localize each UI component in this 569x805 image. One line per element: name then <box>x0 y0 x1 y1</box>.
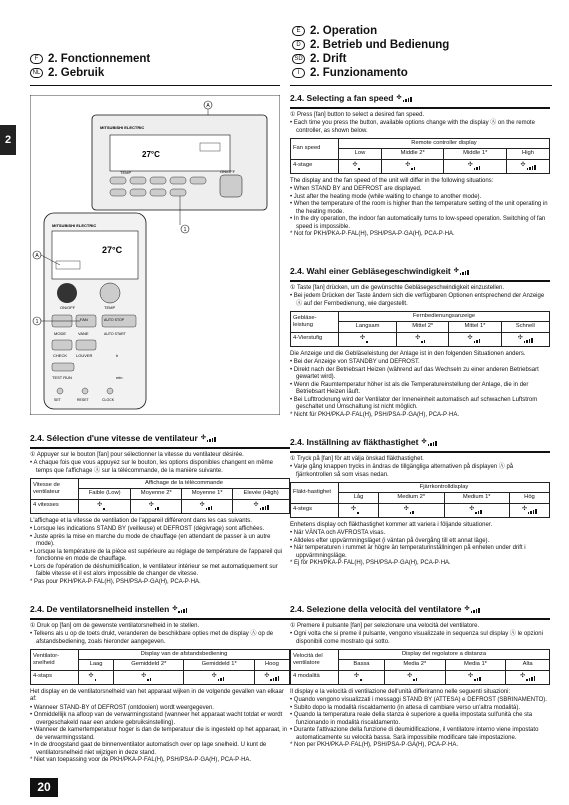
header-title: 2. Drift <box>310 53 347 65</box>
fan-speed-icon: ✣ <box>201 435 216 443</box>
speed-column-header: Schnell <box>501 322 549 332</box>
instruction-line: ① Druk op [fan] om de gewenste ventilatorsnelheid in te stellen. <box>30 622 200 629</box>
remote-autostop-label: AUTO STOP <box>104 318 125 322</box>
fan-speed-icon: ✣ <box>454 268 469 276</box>
model-note: * Niet van toepassing voor de PKH/PKA-P·FAL(H), PSH/PSA-P·GA(H), PCA-P·HA. <box>30 757 252 764</box>
speed-column-header: Medium 1* <box>444 493 509 503</box>
chapter-tab: 2 <box>0 125 16 155</box>
fan-speed-icon: ✣ <box>521 162 536 170</box>
remote-brand-label: MITSUBISHI ELECTRIC <box>52 223 97 228</box>
column-label: Fan speed <box>291 139 339 159</box>
section-nl <box>30 604 290 766</box>
speed-cell <box>381 159 444 173</box>
section-title: 2.4. Inställning av fläkthastighet ✣ <box>290 437 550 448</box>
remote-fan-label: FAN <box>80 317 88 322</box>
fan-speed-table <box>290 311 550 346</box>
language-code: D <box>292 40 305 50</box>
speed-column-header: Gemiddeld 1* <box>184 660 254 670</box>
fan-speed-icon: ✣ <box>518 335 533 343</box>
speed-cell <box>445 670 506 684</box>
table-heading: Remote controller display <box>339 139 550 149</box>
wired-brand-label: MITSUBISHI ELECTRIC <box>100 125 145 130</box>
fan-speed-icon: ✣ <box>352 162 367 170</box>
section-rule <box>290 451 550 453</box>
remote-mode-label: MODE <box>54 331 66 336</box>
situation-bullet: • Bei der Anzeige von STANDBY und DEFROST. <box>290 359 550 367</box>
fan-speed-icon: ✣ <box>89 673 104 681</box>
remote-set-label: SET <box>54 398 61 402</box>
speed-column-header: Middle 1* <box>444 149 507 159</box>
table-heading: Fernbedienungsanzeige <box>339 312 550 322</box>
fan-speed-icon: ✣ <box>468 673 483 681</box>
section-de <box>290 266 550 420</box>
instruction-bullet: • Telkens als u op de toets drukt, veranderen de beschikbare opties met de display Ⓐ op de afstandsbediening, zoals hieronder aangegeven. <box>30 631 290 646</box>
speed-column-header: Mittel 2* <box>397 322 449 332</box>
situation-bullet: • Onmiddellijk na afloop van de verwarmingsstand (wanneer het apparaat wacht totdat er wordt overgeschakeld naar een andere gebruiksinstelling). <box>30 712 290 727</box>
remote-min-label: min <box>116 375 123 380</box>
speed-cell <box>131 499 182 513</box>
speed-column-header: Laag <box>79 660 114 670</box>
section-fr <box>30 433 290 587</box>
speed-cell <box>79 499 131 513</box>
section-title: 2.4. Selecting a fan speed ✣ <box>290 93 550 104</box>
situation-bullet: • Just after the heating mode (while waiting to change to another mode). <box>290 194 550 202</box>
speed-column-header: Moyenne 1* <box>182 489 233 499</box>
fan-speed-icon: ✣ <box>467 335 482 343</box>
column-label: Velocità del ventilatore <box>291 650 339 670</box>
situation-bullet: • Subito dopo la modalità riscaldamento (in attesa di cambiare verso un'altra modalità). <box>290 705 550 713</box>
fan-speed-icon: ✣ <box>351 506 366 514</box>
wired-display <box>110 135 230 171</box>
situation-intro: Het display en de ventilatorsnelheid van het apparaat wijken in de volgende gevallen van elkaar af: <box>30 688 284 703</box>
instruction-bullet: • Ogni volta che si preme il pulsante, vengono visualizzate in sequenza sul display Ⓐ le opzioni disponibili come mostrato qui sotto. <box>290 631 550 646</box>
instruction-line: ① Press [fan] button to select a desired fan speed. <box>290 111 425 118</box>
speed-column-header: Moyenne 2* <box>131 489 182 499</box>
table-heading: Display del regolatore a distanza <box>339 650 550 660</box>
speed-cell <box>506 670 550 684</box>
remote-display-temp: 27°C <box>102 245 123 255</box>
remote-louver-label: LOUVER <box>76 353 93 358</box>
section-it <box>290 604 550 751</box>
wired-temp-label: TEMP <box>120 170 132 175</box>
situation-bullet: • Direkt nach der Betriebsart Heizen (während auf das Wechseln zu einer anderen Betriebsart gewartet wird). <box>290 367 550 382</box>
header-it <box>292 66 408 80</box>
situation-bullet: • Alldeles efter uppvärmningsläget (i väntan på övergång till ett annat läge). <box>290 538 550 546</box>
fan-speed-icon: ✣ <box>172 606 187 614</box>
fan-speed-icon: ✣ <box>469 506 484 514</box>
header-title: 2. Funzionamento <box>310 67 408 79</box>
table-heading: Fjärrkontrolldisplay <box>339 483 550 493</box>
speed-column-header: Elevée (High) <box>233 489 290 499</box>
situation-intro: Il display e la velocità di ventilazione dell'unità differiranno nelle seguenti situazioni: <box>290 688 511 695</box>
model-note: * Non per PKH/PKA-P·FAL(H), PSH/PSA-P·GA(H), PCA-P·HA. <box>290 742 459 749</box>
speed-cell <box>449 332 501 346</box>
speed-column-header: Hoog <box>254 660 289 670</box>
speed-cell <box>339 332 397 346</box>
situation-bullet: • När VÄNTA och AVFROSTA visas. <box>290 530 550 538</box>
row-label: 4 vitesses <box>31 499 79 513</box>
remote-controller-illustration <box>30 95 280 415</box>
fan-speed-icon: ✣ <box>407 673 422 681</box>
header-nl <box>30 66 104 80</box>
fan-speed-icon: ✣ <box>360 335 375 343</box>
fan-speed-icon: ✣ <box>520 673 535 681</box>
column-label: Ventilator-snelheid <box>31 650 79 670</box>
instruction-bullet: • A chaque fois que vous appuyez sur le bouton, les options disponibles changent en même temps que l'affichage Ⓐ sur la télécommande, de la manière suivante. <box>30 460 290 475</box>
fan-speed-icon: ✣ <box>149 502 164 510</box>
situation-bullet: • Wanneer de kamertemperatuur hoger is dan de temperatuur die is ingesteld op het apparaat, in de verwarmingsstand. <box>30 727 290 742</box>
situation-bullet: • Durante l'attivazione della funzione di deumidificazione, il ventilatore interno viene impostato automaticamente su velocità bassa. Sarà impossibile modificare tale impostazione. <box>290 727 550 742</box>
situation-bullet: • När temperaturen i rummet är högre än temperaturinställningen på enheten under drift i uppvärmningsläge. <box>290 545 550 560</box>
speed-cell <box>339 503 379 517</box>
instruction-line: ① Appuyer sur le bouton [fan] pour sélectionner la vitesse du ventilateur désirée. <box>30 451 244 458</box>
language-code: E <box>292 26 305 36</box>
header-rule-right <box>290 85 552 86</box>
row-label: 4-stage <box>291 159 339 173</box>
speed-cell <box>444 503 509 517</box>
section-rule <box>290 280 550 282</box>
situation-bullet: • When STAND BY and DEFROST are displayed. <box>290 186 550 194</box>
speed-cell <box>444 159 507 173</box>
fan-speed-icon: ✣ <box>97 502 112 510</box>
situation-bullet: • Lorsque la température de la pièce est supérieure au réglage de température de l'appareil qui fonctionne en mode de chauffage. <box>30 549 290 564</box>
remote-callout-1-label: 1 <box>35 319 39 325</box>
situation-intro: Die Anzeige und die Gebläseleistung der Anlage ist in den folgenden Situationen anders. <box>290 350 526 357</box>
fan-speed-icon: ✣ <box>465 606 480 614</box>
remote-onoff-label: ON/OFF <box>60 305 76 310</box>
fan-speed-icon: ✣ <box>522 506 537 514</box>
section-rule <box>30 447 290 449</box>
header-sv <box>292 52 346 66</box>
speed-cell <box>182 499 233 513</box>
section-sv <box>290 437 550 569</box>
header-en <box>292 24 377 38</box>
section-en <box>290 93 550 240</box>
fan-speed-table <box>30 478 290 513</box>
speed-column-header: Middle 2* <box>381 149 444 159</box>
fan-speed-table <box>290 482 550 517</box>
speed-column-header: Faible (Low) <box>79 489 131 499</box>
remote-h-label: h <box>116 353 119 358</box>
fan-speed-icon: ✣ <box>141 673 156 681</box>
speed-cell <box>379 503 444 517</box>
language-code: F <box>30 54 43 64</box>
fan-speed-display-a <box>200 143 220 151</box>
wireless-remote <box>44 213 146 409</box>
table-heading: Affichage de la télécommande <box>79 479 290 489</box>
situation-bullet: • In de droogstand gaat de binnenventilator automatisch over op lage snelheid. U kunt de ventilatorsnelheid niet wijzigen in deze stand. <box>30 742 290 757</box>
situation-bullet: • When the temperature of the room is higher than the temperature setting of the unit operating in the heating mode. <box>290 201 550 216</box>
wired-display-temp: 27°C <box>142 150 160 159</box>
model-note: * Nicht für PKH/PKA-P·FAL(H), PSH/PSA-P·GA(H), PCA-P·HA. <box>290 411 460 418</box>
instruction-line: ① Taste [fan] drücken, um die gewünschte Gebläsegeschwindigkeit einzustellen. <box>290 284 505 291</box>
situation-intro: The display and the fan speed of the unit will differ in the following situations: <box>290 177 494 184</box>
fan-speed-icon: ✣ <box>254 502 269 510</box>
column-label: Fläkt-hastighet <box>291 483 339 503</box>
speed-cell <box>397 332 449 346</box>
remote-testrun-label: TEST RUN <box>52 375 72 380</box>
fan-speed-icon: ✣ <box>421 439 436 447</box>
remote-reset-label: RESET <box>77 398 89 402</box>
page-number: 20 <box>30 778 58 797</box>
situation-bullet: • Bei Lufttrocknung wird der Ventilator der Inneneinheit automatisch auf schwachen Luftstrom geschaltet und Umschaltung ist nicht möglich. <box>290 397 550 412</box>
section-title: 2.4. Wahl einer Gebläsegeschwindigkeit ✣ <box>290 266 550 277</box>
situation-intro: L'affichage et la vitesse de ventilation de l'appareil différeront dans les cas suivants. <box>30 517 252 524</box>
header-de <box>292 38 449 52</box>
section-title: 2.4. Selezione della velocità del ventilatore ✣ <box>290 604 550 615</box>
speed-cell <box>254 670 289 684</box>
fan-speed-icon: ✣ <box>354 673 369 681</box>
model-note: * Ej för PKH/PKA-P·FAL(H), PSH/PSA-P·GA(H), PCA-P·HA. <box>290 560 451 567</box>
fan-speed-icon: ✣ <box>404 506 419 514</box>
remote-clock-label: CLOCK <box>102 398 115 402</box>
speed-cell <box>384 670 445 684</box>
callout-a-label: A <box>206 103 210 109</box>
remote-vane-label: VANE <box>78 331 89 336</box>
speed-cell <box>184 670 254 684</box>
wired-onoff-label: ON/OFF <box>220 169 236 174</box>
fan-speed-table <box>290 138 550 173</box>
fan-speed-icon: ✣ <box>468 162 483 170</box>
instruction-bullet: • Varje gång knappen trycks in ändras de tillgängliga alternativen på displayen Ⓐ på fjärrkontrollen så som visas nedan. <box>290 464 550 479</box>
speed-column-header: Mittel 1* <box>449 322 501 332</box>
speed-column-header: Low <box>339 149 382 159</box>
language-code: I <box>292 68 305 78</box>
callout-1-label: 1 <box>183 227 187 233</box>
header-rule-left <box>30 85 280 86</box>
speed-column-header: Media 2* <box>384 660 445 670</box>
remote-check-label: CHECK <box>53 353 68 358</box>
fan-speed-icon: ✣ <box>396 95 411 103</box>
fan-speed-table <box>30 649 290 684</box>
column-label: Vitesse de ventilateur <box>31 479 79 499</box>
header-fr <box>30 52 150 66</box>
header-title: 2. Operation <box>310 25 378 37</box>
situation-intro: Enhetens display och fläkthastighet kommer att variera i följande situationer. <box>290 521 493 528</box>
section-rule <box>290 618 550 620</box>
speed-column-header: Bassa <box>339 660 385 670</box>
instruction-line: ① Tryck på [fan] för att välja önskad fläkthastighet. <box>290 455 424 462</box>
situation-bullet: • Wanneer STAND-BY of DEFROST (ontdooien) wordt weergegeven. <box>30 705 290 713</box>
fan-speed-icon: ✣ <box>264 673 279 681</box>
speed-column-header: Langsam <box>339 322 397 332</box>
speed-cell <box>509 503 549 517</box>
speed-column-header: High <box>507 149 550 159</box>
header-title: 2. Betrieb und Bedienung <box>310 39 450 51</box>
situation-bullet: • Wenn die Raumtemperatur höher ist als die Temperatureinstellung der Anlage, die in der Betriebsart Heizen läuft. <box>290 382 550 397</box>
fan-speed-icon: ✣ <box>405 162 420 170</box>
fan-speed-icon: ✣ <box>415 335 430 343</box>
situation-bullet: • Quando vengono visualizzati i messaggi STAND BY (ATTESA) e DEFROST (SBRINAMENTO). <box>290 697 550 705</box>
header-title: 2. Gebruik <box>48 67 105 79</box>
situation-bullet: • Lorsque les indications STAND BY (veilleuse) et DEFROST (dégivrage) sont affichées. <box>30 526 290 534</box>
fan-speed-table <box>290 649 550 684</box>
situation-bullet: • Juste après la mise en marche du mode de chauffage (en attendant de passer à un autre mode). <box>30 534 290 549</box>
header-title: 2. Fonctionnement <box>48 53 151 65</box>
section-title: 2.4. De ventilatorsnelheid instellen ✣ <box>30 604 290 615</box>
speed-cell <box>501 332 549 346</box>
speed-column-header: Alta <box>506 660 550 670</box>
fan-speed-icon: ✣ <box>212 673 227 681</box>
row-label: 4-stegs <box>291 503 339 517</box>
section-rule <box>290 107 550 109</box>
model-note: * Not for PKH/PKA-P·FAL(H), PSH/PSA-P·GA(H), PCA-P·HA. <box>290 231 455 238</box>
speed-cell <box>507 159 550 173</box>
speed-column-header: Hög <box>509 493 549 503</box>
remote-callout-a-label: A <box>35 253 39 259</box>
situation-bullet: • Lors de l'opération de déshumidification, le ventilateur intérieur se met automatiquement sur faible vitesse et il est alors impossible de changer de vitesse. <box>30 564 290 579</box>
language-code: NL <box>30 68 43 78</box>
row-label: 4-Vierstufig <box>291 332 339 346</box>
speed-cell <box>79 670 114 684</box>
situation-bullet: • Quando la temperatura reale della stanza è superiore a quella impostata sull'unità che sta funzionando in modalità riscaldamento. <box>290 712 550 727</box>
table-heading: Display van de afstandsbediening <box>79 650 290 660</box>
speed-cell <box>339 159 382 173</box>
instruction-line: ① Premere il pulsante [fan] per selezionare una velocità del ventilatore. <box>290 622 480 629</box>
speed-column-header: Låg <box>339 493 379 503</box>
speed-cell <box>233 499 290 513</box>
speed-cell <box>114 670 184 684</box>
column-label: Gebläse-leistung <box>291 312 339 332</box>
remote-temp-label: TEMP <box>104 305 116 310</box>
remote-autostart-label: AUTO START <box>104 332 126 336</box>
speed-column-header: Gemiddeld 2* <box>114 660 184 670</box>
speed-cell <box>339 670 385 684</box>
section-title: 2.4. Sélection d'une vitesse de ventilateur ✣ <box>30 433 290 444</box>
language-code: SD <box>292 54 305 64</box>
speed-column-header: Medium 2* <box>379 493 444 503</box>
section-rule <box>30 618 290 620</box>
fan-speed-icon: ✣ <box>200 502 215 510</box>
situation-bullet: • In the dry operation, the indoor fan automatically turns to low-speed operation. Switching of fan speed is impossible. <box>290 216 550 231</box>
instruction-bullet: • Each time you press the button, available options change with the display Ⓐ on the remote controller, as shown below. <box>290 120 550 135</box>
model-note: * Pas pour PKH/PKA-P·FAL(H), PSH/PSA-P·GA(H), PCA-P·HA. <box>30 578 201 585</box>
speed-column-header: Media 1* <box>445 660 506 670</box>
instruction-bullet: • Bei jedem Drücken der Taste ändern sich die verfügbaren Optionen entsprechend der Anzeige Ⓐ auf der Fernbedienung, wie dargestellt. <box>290 293 550 308</box>
row-label: 4 modalità <box>291 670 339 684</box>
row-label: 4-staps <box>31 670 79 684</box>
